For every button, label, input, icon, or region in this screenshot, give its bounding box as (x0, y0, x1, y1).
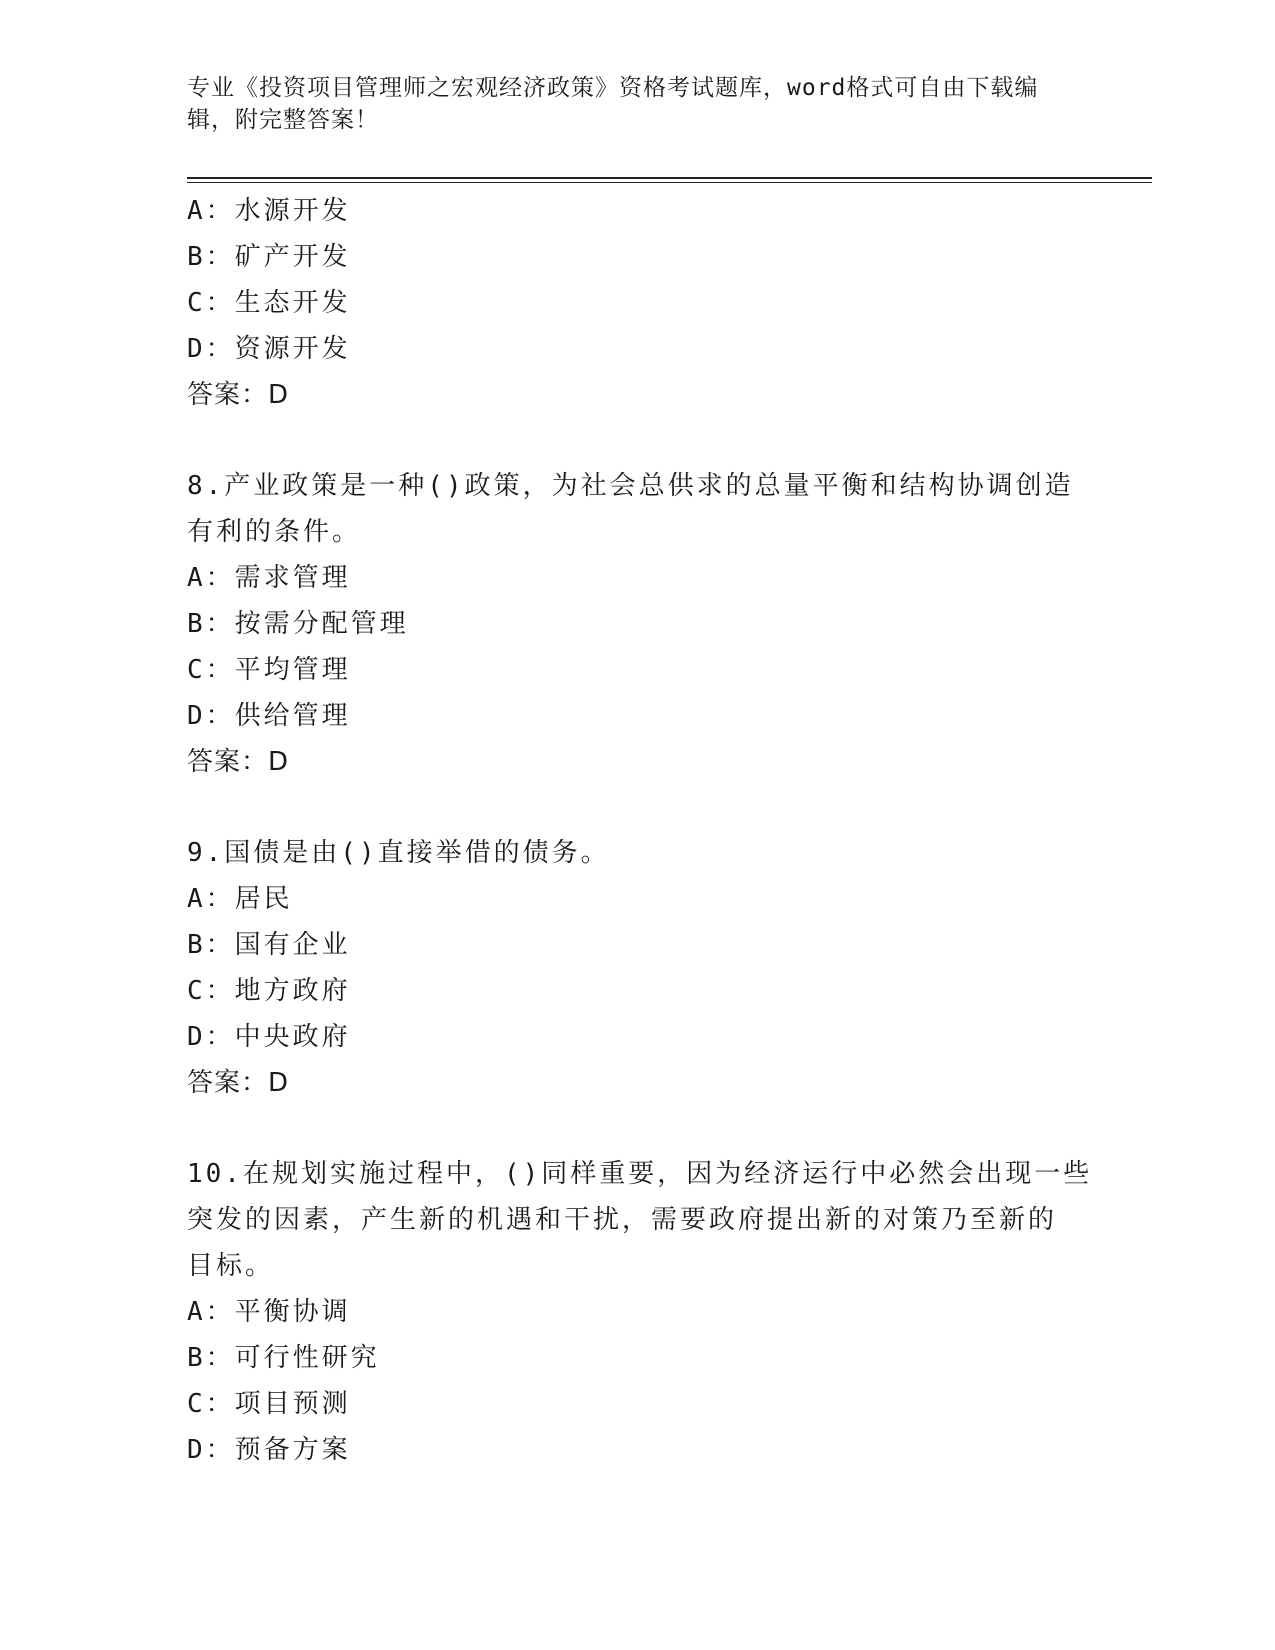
question-stem: 8.产业政策是一种()政策，为社会总供求的总量平衡和结构协调创造 (187, 471, 1074, 501)
question-stem: 目标。 (187, 1251, 275, 1281)
spacer (187, 1106, 1107, 1151)
option-d: D：供给管理 (187, 701, 351, 731)
answer: 答案：D (187, 380, 290, 410)
option-c: C：地方政府 (187, 976, 351, 1006)
option-c: C：平均管理 (187, 655, 351, 685)
header-line-1: 专业《投资项目管理师之宏观经济政策》资格考试题库，word格式可自由下载编 (187, 75, 1039, 101)
option-b: B：按需分配管理 (187, 609, 409, 639)
question-list (187, 188, 1107, 1473)
option-a: A：水源开发 (187, 196, 351, 226)
option-d: D：资源开发 (187, 334, 351, 364)
question-stem: 9.国债是由()直接举借的债务。 (187, 838, 610, 868)
spacer (187, 785, 1107, 830)
question-stem: 有利的条件。 (187, 517, 362, 547)
header-rule-thick (187, 177, 1152, 179)
option-a: A：平衡协调 (187, 1297, 351, 1327)
answer: 答案：D (187, 747, 290, 777)
question-10 (187, 1151, 1107, 1473)
question-stem: 10.在规划实施过程中，()同样重要，因为经济运行中必然会出现一些 (187, 1159, 1093, 1189)
option-c: C：生态开发 (187, 288, 351, 318)
option-b: B：矿产开发 (187, 242, 351, 272)
option-a: A：居民 (187, 884, 293, 914)
question-stem: 突发的因素，产生新的机遇和干扰，需要政府提出新的对策乃至新的 (187, 1205, 1058, 1235)
question-7 (187, 188, 1107, 418)
option-d: D：预备方案 (187, 1435, 351, 1465)
option-b: B：国有企业 (187, 930, 351, 960)
answer: 答案：D (187, 1068, 290, 1098)
document-header (187, 72, 1067, 136)
option-d: D：中央政府 (187, 1022, 351, 1052)
option-b: B：可行性研究 (187, 1343, 380, 1373)
spacer (187, 418, 1107, 463)
question-8 (187, 463, 1107, 785)
question-9 (187, 830, 1107, 1106)
header-line-2: 辑，附完整答案！ (187, 107, 379, 133)
option-a: A：需求管理 (187, 563, 351, 593)
header-rule-thin (187, 182, 1152, 183)
option-c: C：项目预测 (187, 1389, 351, 1419)
